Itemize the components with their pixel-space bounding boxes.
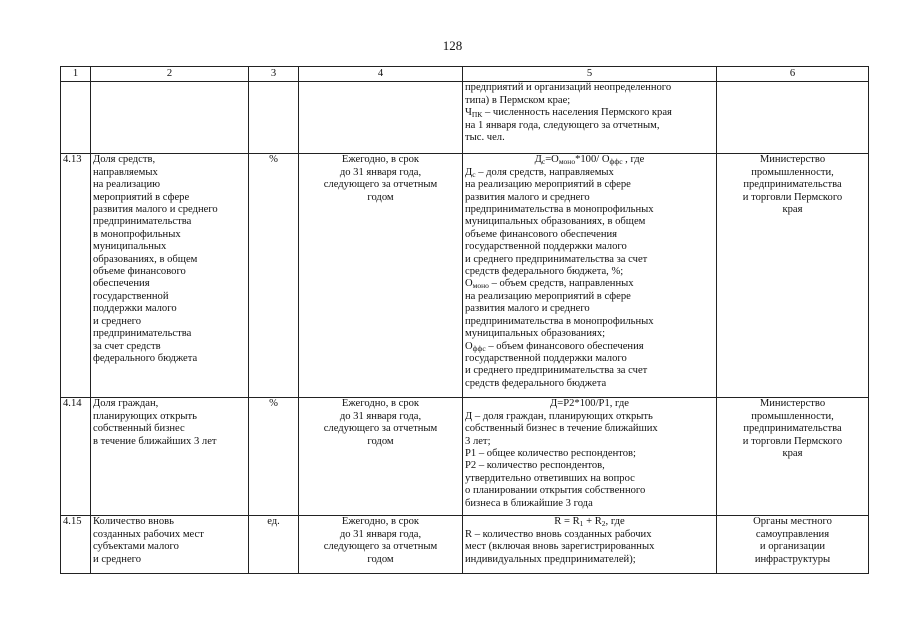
formula-line bbox=[465, 398, 714, 410]
cell-line: промышленности, bbox=[751, 410, 834, 422]
reporting-period bbox=[299, 398, 463, 516]
responsible-body bbox=[717, 82, 869, 154]
formula-text: + R bbox=[583, 516, 602, 528]
formula-text: мест (включая вновь зарегистрированных bbox=[465, 541, 655, 553]
cell-line: Министерство bbox=[759, 154, 826, 166]
cell-line: и среднего bbox=[93, 315, 142, 327]
header-col-4: 4 bbox=[299, 67, 463, 82]
cell-line: за счет средств bbox=[93, 340, 161, 352]
formula-line bbox=[465, 254, 714, 266]
cell-line: Ежегодно, в срок bbox=[341, 516, 420, 528]
cell-line: объеме финансового bbox=[93, 266, 186, 278]
formula-text: О bbox=[465, 340, 473, 352]
formula-subscript: с bbox=[472, 169, 476, 179]
cell-line: предпринимательства bbox=[93, 216, 192, 228]
cell-line: Органы местного bbox=[753, 516, 832, 528]
formula-text: – доля средств, направляемых bbox=[475, 166, 614, 178]
formula-line bbox=[465, 204, 714, 216]
indicator-name bbox=[91, 398, 249, 516]
table-row bbox=[61, 516, 869, 574]
unit-of-measure: % bbox=[249, 398, 299, 516]
reporting-period bbox=[299, 154, 463, 398]
cell-line: Доля граждан, bbox=[93, 398, 159, 410]
formula-line bbox=[465, 473, 714, 485]
formula-line bbox=[465, 378, 714, 390]
table-row bbox=[61, 82, 869, 154]
formula-line bbox=[465, 192, 714, 204]
formula-text: – численность населения Пермского края bbox=[482, 107, 672, 119]
cell-line: собственный бизнес bbox=[93, 423, 185, 435]
formula-text: средств федерального бюджета, %; bbox=[465, 266, 624, 278]
cell-line: инфраструктуры bbox=[754, 553, 831, 565]
formula-text: государственной поддержки малого bbox=[465, 352, 627, 364]
calculation-method bbox=[463, 516, 717, 574]
cell-line: в течение ближайших 3 лет bbox=[93, 435, 217, 447]
cell-line: следующего за отчетным bbox=[323, 423, 438, 435]
formula-line bbox=[465, 266, 714, 278]
table-row bbox=[61, 154, 869, 398]
formula-line bbox=[465, 303, 714, 315]
formula-subscript: ффс bbox=[472, 343, 486, 353]
cell-line: и торговли Пермского bbox=[742, 191, 843, 203]
unit-of-measure: ед. bbox=[249, 516, 299, 574]
formula-subscript: моно bbox=[558, 157, 576, 167]
responsible-body bbox=[717, 516, 869, 574]
row-number: 4.14 bbox=[61, 398, 91, 516]
formula-text: , где bbox=[605, 516, 625, 528]
cell-line: образованиях, в общем bbox=[93, 253, 198, 265]
formula-line bbox=[465, 341, 714, 353]
cell-line: годом bbox=[367, 553, 394, 565]
responsible-body bbox=[717, 154, 869, 398]
header-col-1: 1 bbox=[61, 67, 91, 82]
cell-line: мероприятий в сфере bbox=[93, 191, 190, 203]
formula-text: – объем финансового обеспечения bbox=[485, 340, 644, 352]
reporting-period bbox=[299, 82, 463, 154]
formula-text: Д bbox=[465, 166, 473, 178]
row-number: 4.13 bbox=[61, 154, 91, 398]
formula-line bbox=[465, 516, 714, 528]
indicator-name bbox=[91, 154, 249, 398]
formula-text: предпринимательства в монопрофильных bbox=[465, 204, 654, 216]
calculation-method bbox=[463, 154, 717, 398]
table-body bbox=[61, 82, 869, 574]
formula-line bbox=[465, 423, 714, 435]
cell-line: Министерство bbox=[759, 398, 826, 410]
header-col-5: 5 bbox=[463, 67, 717, 82]
responsible-body bbox=[717, 398, 869, 516]
cell-line: Доля средств, bbox=[93, 154, 156, 166]
formula-line bbox=[465, 120, 714, 132]
cell-line: до 31 января года, bbox=[339, 166, 422, 178]
cell-line: самоуправления bbox=[755, 528, 830, 540]
formula-line bbox=[465, 498, 714, 510]
formula-text: собственный бизнес в течение ближайших bbox=[465, 423, 658, 435]
indicator-table bbox=[60, 66, 869, 574]
formula-text: предпринимательства в монопрофильных bbox=[465, 315, 654, 327]
formula-text: и среднего предпринимательства за счет bbox=[465, 365, 648, 377]
formula-line bbox=[465, 460, 714, 472]
cell-line: субъектами малого bbox=[93, 541, 179, 553]
formula-text: утвердительно ответивших на вопрос bbox=[465, 472, 635, 484]
formula-text: *100/ О bbox=[575, 154, 610, 166]
cell-line: Ежегодно, в срок bbox=[341, 154, 420, 166]
formula-line bbox=[465, 353, 714, 365]
header-col-2: 2 bbox=[91, 67, 249, 82]
cell-line: планирующих открыть bbox=[93, 410, 197, 422]
cell-line: предпринимательства bbox=[93, 328, 192, 340]
formula-text: муниципальных образованиях, в общем bbox=[465, 216, 646, 228]
formula-text: государственной поддержки малого bbox=[465, 241, 627, 253]
formula-line bbox=[465, 529, 714, 541]
formula-line bbox=[465, 316, 714, 328]
formula-line bbox=[465, 132, 714, 144]
formula-text: тыс. чел. bbox=[465, 132, 505, 144]
formula-text: индивидуальных предпринимателей); bbox=[465, 553, 636, 565]
row-number: 4.15 bbox=[61, 516, 91, 574]
formula-line bbox=[465, 216, 714, 228]
formula-subscript: с bbox=[541, 157, 546, 167]
formula-text: Р2 – количество респондентов, bbox=[465, 460, 605, 472]
formula-text: типа) в Пермском крае; bbox=[465, 94, 571, 106]
cell-line: годом bbox=[367, 435, 394, 447]
cell-line: направляемых bbox=[93, 166, 158, 178]
formula-text: Ч bbox=[465, 107, 472, 119]
cell-line: следующего за отчетным bbox=[323, 179, 438, 191]
calculation-method bbox=[463, 82, 717, 154]
formula-text: О bbox=[465, 278, 473, 290]
cell-line: Ежегодно, в срок bbox=[341, 398, 420, 410]
cell-line: государственной bbox=[93, 290, 169, 302]
header-col-6: 6 bbox=[717, 67, 869, 82]
formula-text: муниципальных образованиях; bbox=[465, 328, 606, 340]
header-col-3: 3 bbox=[249, 67, 299, 82]
formula-line bbox=[465, 278, 714, 290]
formula-subscript: моно bbox=[472, 281, 489, 291]
formula-line bbox=[465, 448, 714, 460]
cell-line: развития малого и среднего bbox=[93, 204, 218, 216]
formula-line bbox=[465, 107, 714, 119]
cell-line: на реализацию bbox=[93, 179, 161, 191]
cell-line: до 31 января года, bbox=[339, 528, 422, 540]
table-row bbox=[61, 398, 869, 516]
cell-line: Количество вновь bbox=[93, 516, 174, 528]
formula-line bbox=[465, 291, 714, 303]
formula-subscript: ПК bbox=[471, 110, 483, 120]
formula-text: на 1 января года, следующего за отчетным, bbox=[465, 119, 660, 131]
cell-line: в монопрофильных bbox=[93, 228, 181, 240]
cell-line: до 31 января года, bbox=[339, 410, 422, 422]
unit-of-measure: % bbox=[249, 154, 299, 398]
formula-text: на реализацию мероприятий в сфере bbox=[465, 290, 631, 302]
formula-line bbox=[465, 365, 714, 377]
table-header-row bbox=[61, 67, 869, 82]
formula-text: =О bbox=[545, 154, 559, 166]
unit-of-measure bbox=[249, 82, 299, 154]
formula-text: на реализацию мероприятий в сфере bbox=[465, 179, 631, 191]
formula-text: – объем средств, направленных bbox=[488, 278, 634, 290]
cell-line: созданных рабочих мест bbox=[93, 528, 204, 540]
cell-line: предпринимательства bbox=[743, 179, 842, 191]
formula-subscript: 1 bbox=[579, 519, 584, 529]
formula-text: средств федерального бюджета bbox=[465, 377, 607, 389]
cell-line: и организации bbox=[759, 541, 826, 553]
formula-text: объеме финансового обеспечения bbox=[465, 228, 618, 240]
formula-line bbox=[465, 541, 714, 553]
formula-line bbox=[465, 229, 714, 241]
formula-line bbox=[465, 154, 714, 166]
formula-line bbox=[465, 241, 714, 253]
formula-text: и среднего предпринимательства за счет bbox=[465, 253, 648, 265]
formula-text: о планировании открытия собственного bbox=[465, 485, 646, 497]
formula-text: , где bbox=[622, 154, 645, 166]
formula-line bbox=[465, 436, 714, 448]
formula-line bbox=[465, 554, 714, 566]
cell-line: обеспечения bbox=[93, 278, 150, 290]
indicator-name bbox=[91, 516, 249, 574]
cell-line: края bbox=[782, 448, 803, 460]
formula-text: Д=Р2*100/Р1, где bbox=[550, 398, 629, 410]
cell-line: поддержки малого bbox=[93, 303, 177, 315]
cell-line: края bbox=[782, 204, 803, 216]
reporting-period bbox=[299, 516, 463, 574]
cell-line: и торговли Пермского bbox=[742, 435, 843, 447]
formula-text: Д – доля граждан, планирующих открыть bbox=[465, 410, 653, 422]
formula-subscript: ффс bbox=[609, 157, 623, 167]
formula-text: бизнеса в ближайшие 3 года bbox=[465, 497, 593, 509]
formula-text: развития малого и среднего bbox=[465, 191, 590, 203]
formula-subscript: 2 bbox=[601, 519, 606, 529]
formula-text: R – количество вновь созданных рабочих bbox=[465, 528, 652, 540]
row-number bbox=[61, 82, 91, 154]
cell-line: муниципальных bbox=[93, 241, 167, 253]
formula-line bbox=[465, 167, 714, 179]
formula-line bbox=[465, 82, 714, 94]
formula-line bbox=[465, 95, 714, 107]
cell-line: годом bbox=[367, 191, 394, 203]
formula-text: R = R bbox=[554, 516, 580, 528]
cell-line: федерального бюджета bbox=[93, 352, 198, 364]
formula-line bbox=[465, 411, 714, 423]
page-number: 128 bbox=[442, 38, 463, 53]
formula-line bbox=[465, 328, 714, 340]
formula-text: 3 лет; bbox=[465, 435, 491, 447]
formula-text: Р1 – общее количество респондентов; bbox=[465, 448, 636, 460]
indicator-name bbox=[91, 82, 249, 154]
cell-line: промышленности, bbox=[751, 166, 834, 178]
formula-text: Д bbox=[534, 154, 542, 166]
formula-text: развития малого и среднего bbox=[465, 303, 590, 315]
cell-line: и среднего bbox=[93, 553, 142, 565]
calculation-method bbox=[463, 398, 717, 516]
formula-line bbox=[465, 485, 714, 497]
cell-line: следующего за отчетным bbox=[323, 541, 438, 553]
formula-line bbox=[465, 179, 714, 191]
cell-line: предпринимательства bbox=[743, 423, 842, 435]
formula-text: предприятий и организаций неопределенного bbox=[465, 82, 672, 94]
